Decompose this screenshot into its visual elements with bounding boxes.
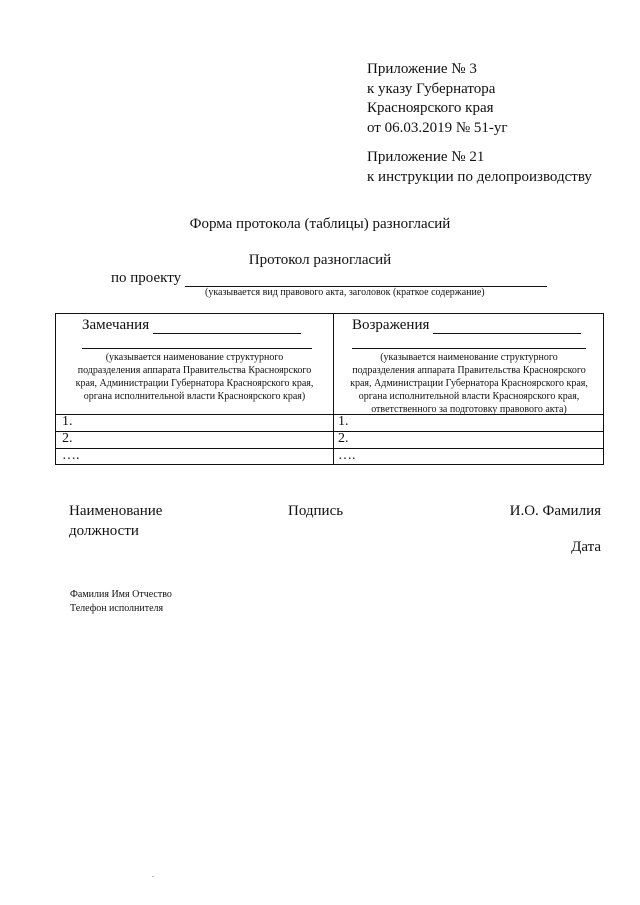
table-row-right-2: 2. bbox=[338, 431, 349, 446]
appendix-sub-line: Приложение № 21 bbox=[367, 149, 485, 165]
objections-hint-line: (указывается наименование структурного bbox=[380, 352, 558, 363]
table-row-line bbox=[56, 448, 603, 449]
remarks-hint-line: края, Администрации Губернатора Красноярского края, bbox=[75, 378, 314, 389]
objections-hint-line: органа исполнительной власти Красноярского края, bbox=[358, 391, 580, 402]
objections-hint bbox=[333, 351, 605, 416]
project-hint: (указывается вид правового акта, заголовок (краткое содержание) bbox=[205, 287, 485, 298]
table-row-right-1: 1. bbox=[338, 414, 349, 429]
remarks-underline bbox=[153, 319, 301, 334]
executor-info bbox=[70, 588, 172, 616]
executor-name: Фамилия Имя Отчество bbox=[70, 589, 172, 600]
remarks-subline bbox=[82, 348, 312, 349]
table-row-left-1: 1. bbox=[62, 414, 73, 429]
position-line: должности bbox=[69, 523, 139, 539]
appendix-sub-line: к инструкции по делопроизводству bbox=[367, 168, 592, 185]
objections-subline bbox=[352, 348, 586, 349]
objections-underline bbox=[433, 319, 581, 334]
remarks-hint-line: подразделения аппарата Правительства Красноярского bbox=[77, 365, 312, 376]
protocol-title: Протокол разногласий bbox=[248, 252, 392, 268]
table-row-line bbox=[56, 431, 603, 432]
objections-header bbox=[352, 317, 581, 334]
project-label: по проекту bbox=[111, 270, 182, 286]
appendix-line: Приложение № 3 bbox=[367, 61, 477, 77]
objections-hint-line: края, Администрации Губернатора Красноярского края, bbox=[350, 378, 588, 389]
objections-header-label: Возражения bbox=[352, 317, 430, 333]
remarks-hint bbox=[56, 351, 333, 403]
appendix-line: Красноярского края bbox=[367, 100, 494, 116]
appendix-header bbox=[367, 60, 508, 138]
objections-hint-line: ответственного за подготовку правового акта) bbox=[371, 404, 567, 415]
executor-phone: Телефон исполнителя bbox=[70, 603, 164, 614]
appendix-line: к указу Губернатора bbox=[367, 80, 496, 97]
remarks-hint-line: органа исполнительной власти Красноярского края) bbox=[83, 391, 306, 402]
appendix-line: от 06.03.2019 № 51-уг bbox=[367, 119, 508, 136]
date-label: Дата bbox=[571, 539, 601, 555]
table-row-left-2: 2. bbox=[62, 431, 73, 446]
remarks-header bbox=[82, 317, 301, 334]
scan-speck bbox=[152, 876, 154, 877]
objections-hint-line: подразделения аппарата Правительства Красноярского bbox=[352, 365, 586, 376]
remarks-header-label: Замечания bbox=[82, 317, 150, 333]
position-line: Наименование bbox=[69, 503, 163, 519]
name-label: И.О. Фамилия bbox=[509, 503, 601, 519]
form-title: Форма протокола (таблицы) разногласий bbox=[189, 216, 451, 232]
remarks-hint-line: (указывается наименование структурного bbox=[105, 352, 284, 363]
table-row-left-3: …. bbox=[62, 448, 80, 463]
table-row-line bbox=[56, 414, 603, 415]
position-label bbox=[69, 501, 162, 541]
disagreements-table bbox=[55, 313, 604, 465]
appendix-sub-header bbox=[367, 148, 592, 187]
project-field bbox=[111, 270, 547, 287]
signature-label: Подпись bbox=[288, 503, 344, 519]
project-underline bbox=[185, 272, 547, 287]
table-row-right-3: …. bbox=[338, 448, 356, 463]
